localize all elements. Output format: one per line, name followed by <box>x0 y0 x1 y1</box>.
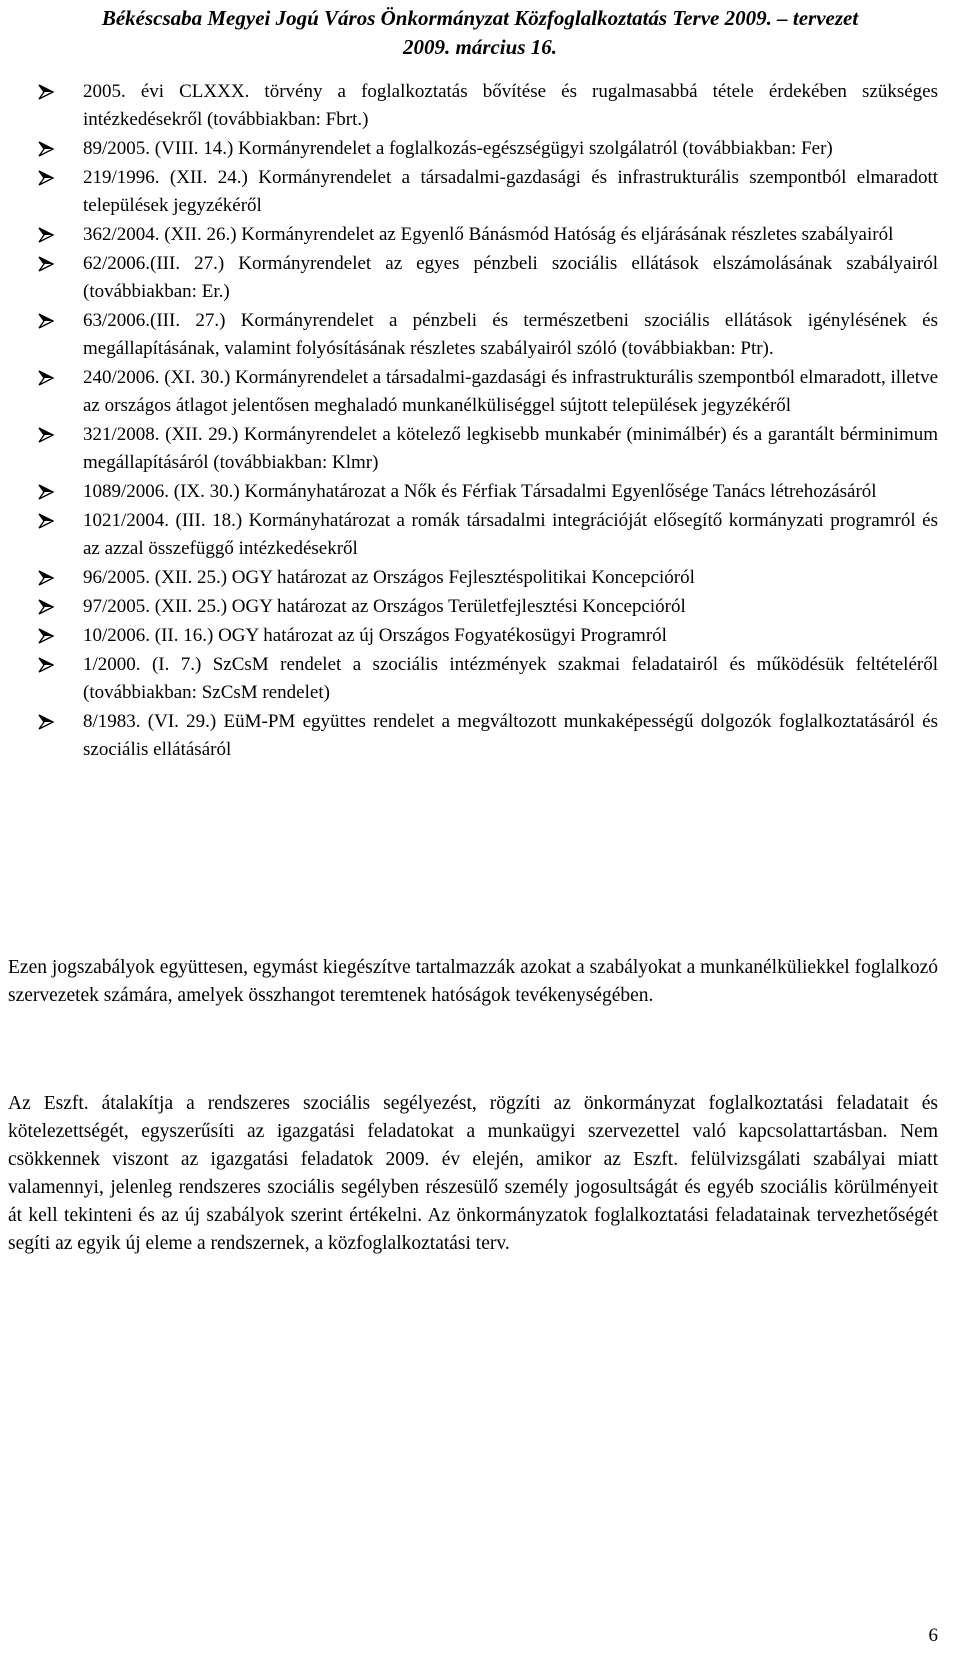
arrowhead-bullet-icon <box>38 628 54 644</box>
list-item-text: 96/2005. (XII. 25.) OGY határozat az Országos Fejlesztéspolitikai Koncepcióról <box>83 567 695 588</box>
list-item-text: 219/1996. (XII. 24.) Kormányrendelet a társadalmi-gazdasági és infrastrukturális szempontból elmaradott települések jegyzékéről <box>83 167 938 216</box>
body-paragraph: Az Eszft. átalakítja a rendszeres szociális segélyezést, rögzíti az önkormányzat foglalkoztatási feladatait és kötelezettségét, egyszerűsíti az igazgatási feladatokat a munkaügyi szervezettel való kapcsolattartásban. Nem csökkennek viszont az igazgatási feladatok 2009. év elején, amikor az Eszft. felülvizsgálati szabályai miatt valamennyi, jelenleg rendszeres szociális segélyben részesülő személy jogosultságát és egyéb szociális körülményeit át kell tekinteni és az új szabályok szerint értékelni. Az önkormányzatok foglalkoztatási feladatainak tervezhetőségét segíti az egyik új eleme a rendszernek, a közfoglalkoztatási terv. <box>8 1093 938 1254</box>
legislation-list <box>38 78 938 765</box>
list-item <box>38 221 938 249</box>
arrowhead-bullet-icon <box>38 714 54 730</box>
arrowhead-bullet-icon <box>38 141 54 157</box>
list-item <box>38 507 938 563</box>
arrowhead-bullet-icon <box>38 657 54 673</box>
list-item <box>38 421 938 477</box>
list-item <box>38 307 938 363</box>
arrowhead-bullet-icon <box>38 484 54 500</box>
arrowhead-bullet-icon <box>38 227 54 243</box>
list-item <box>38 135 938 163</box>
list-item <box>38 708 938 764</box>
arrowhead-bullet-icon <box>38 170 54 186</box>
list-item <box>38 622 938 650</box>
arrowhead-bullet-icon <box>38 570 54 586</box>
body-paragraph: Ezen jogszabályok együttesen, egymást kiegészítve tartalmazzák azokat a szabályokat a munkanélküliekkel foglalkozó szervezetek számára, amelyek összhangot teremtenek hatóságok tevékenységében. <box>8 957 938 1006</box>
list-item-text: 1089/2006. (IX. 30.) Kormányhatározat a Nők és Férfiak Társadalmi Egyenlősége Tanács létrehozásáról <box>83 481 877 502</box>
page-header <box>0 4 960 62</box>
list-item <box>38 78 938 134</box>
list-item-text: 240/2006. (XI. 30.) Kormányrendelet a társadalmi-gazdasági és infrastrukturális szempontból elmaradott, illetve az országos átlagot jelentősen meghaladó munkanélküliséggel sújtott települések jegyzékéről <box>83 367 938 416</box>
list-item <box>38 564 938 592</box>
arrowhead-bullet-icon <box>38 599 54 615</box>
list-item-text: 362/2004. (XII. 26.) Kormányrendelet az Egyenlő Bánásmód Hatóság és eljárásának részletes szabályairól <box>83 224 894 245</box>
header-date: 2009. március 16. <box>402 35 557 59</box>
page-number: 6 <box>928 1625 938 1646</box>
arrowhead-bullet-icon <box>38 513 54 529</box>
list-item <box>38 250 938 306</box>
list-item-text: 62/2006.(III. 27.) Kormányrendelet az egyes pénzbeli szociális ellátások elszámolásának szabályairól (továbbiakban: Er.) <box>83 253 938 302</box>
arrowhead-bullet-icon <box>38 313 54 329</box>
list-item <box>38 593 938 621</box>
list-item <box>38 478 938 506</box>
list-item-text: 8/1983. (VI. 29.) EüM-PM együttes rendelet a megváltozott munkaképességű dolgozók foglalkoztatásáról és szociális ellátásáról <box>83 711 938 760</box>
arrowhead-bullet-icon <box>38 370 54 386</box>
list-item-text: 2005. évi CLXXX. törvény a foglalkoztatás bővítése és rugalmasabbá tétele érdekében szükséges intézkedésekről (továbbiakban: Fbrt.) <box>83 81 938 130</box>
list-item-text: 321/2008. (XII. 29.) Kormányrendelet a kötelező legkisebb munkabér (minimálbér) és a garantált bérminimum megállapításáról (továbbiakban: Klmr) <box>83 424 938 473</box>
list-item-text: 1/2000. (I. 7.) SzCsM rendelet a szociális intézmények szakmai feladatairól és működésük feltételéről (továbbiakban: SzCsM rendelet) <box>83 654 938 703</box>
header-title: Békéscsaba Megyei Jogú Város Önkormányzat Közfoglalkoztatás Terve 2009. – tervezet <box>101 6 859 30</box>
list-item-text: 1021/2004. (III. 18.) Kormányhatározat a romák társadalmi integrációját elősegítő kormányzati programról és az azzal összefüggő intézkedésekről <box>83 510 938 559</box>
list-item-text: 97/2005. (XII. 25.) OGY határozat az Országos Területfejlesztési Koncepcióról <box>83 596 686 617</box>
list-item <box>38 164 938 220</box>
list-item-text: 63/2006.(III. 27.) Kormányrendelet a pénzbeli és természetbeni szociális ellátások igénylésének és megállapításának, valamint folyósításának részletes szabályairól szóló (továbbiakban: Ptr). <box>83 310 938 359</box>
arrowhead-bullet-icon <box>38 256 54 272</box>
list-item-text: 89/2005. (VIII. 14.) Kormányrendelet a foglalkozás-egészségügyi szolgálatról (továbbiakban: Fer) <box>83 138 833 159</box>
list-item <box>38 364 938 420</box>
list-item-text: 10/2006. (II. 16.) OGY határozat az új Országos Fogyatékosügyi Programról <box>83 625 667 646</box>
arrowhead-bullet-icon <box>38 84 54 100</box>
arrowhead-bullet-icon <box>38 427 54 443</box>
list-item <box>38 651 938 707</box>
